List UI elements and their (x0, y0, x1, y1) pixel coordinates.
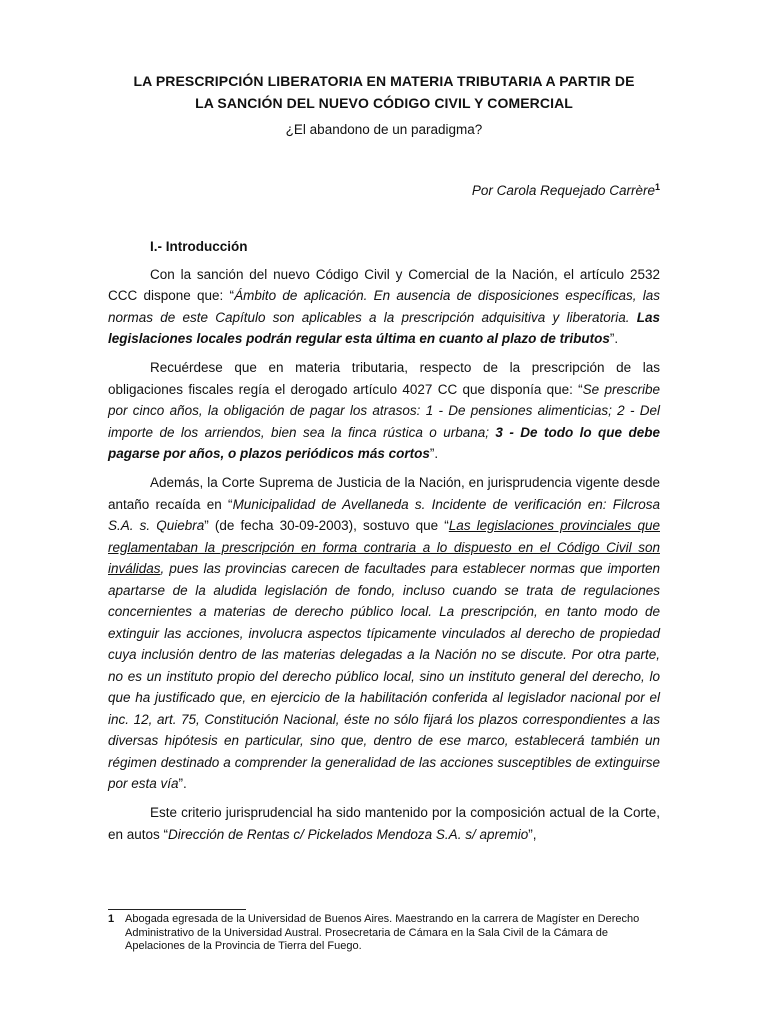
document-subtitle: ¿El abandono de un paradigma? (285, 122, 483, 137)
p4-case-name: Dirección de Rentas c/ Pickelados Mendoza S.A. s/ apremio (168, 826, 529, 842)
paragraph-2 (108, 357, 660, 465)
p3-text: Además, la Corte Suprema de Justicia de la Nación, en jurisprudencia vigente desde antaño recaída en “ (108, 475, 660, 512)
p4-text: Este criterio jurisprudencial ha sido mantenido por la composición actual de la Corte, en autos “ (108, 805, 660, 842)
paragraph-4 (108, 802, 660, 845)
footnote (108, 913, 660, 954)
p1-quote-italic: Ámbito de aplicación. En ausencia de disposiciones específicas, las normas de este Capítulo son aplicables a la prescripción adquisitiva y liberatoria. (108, 288, 661, 325)
p3-quote-underlined: Las legislaciones provinciales que reglamentaban la prescripción en forma contraria a lo dispuesto en el Código Civil son inválidas (108, 518, 660, 576)
p3-case-name: Municipalidad de Avellaneda s. Incidente de verificación en: Filcrosa S.A. s. Quiebra (108, 496, 660, 533)
p2-text: Recuérdese que en materia tributaria, respecto de la prescripción de las obligaciones fiscales regía el derogado artículo 4027 CC que disponía que: “ (108, 360, 660, 397)
author-line (472, 178, 660, 200)
p1-quote-bold: Las legislaciones locales podrán regular esta última en cuanto al plazo de tributos (108, 309, 660, 346)
p2-quote-bold: 3 - De todo lo que debe pagarse por años, o plazos periódicos más cortos (108, 424, 660, 461)
p1-text: Con la sanción del nuevo Código Civil y Comercial de la Nación, el artículo 2532 CCC dispone que: “ (108, 266, 660, 303)
p3-date: ” (de fecha 30-09-2003), sostuvo que “ (204, 518, 449, 533)
author-name: Por Carola Requejado Carrère (471, 183, 655, 198)
footnote-separator (108, 909, 246, 910)
document-title (100, 70, 668, 114)
p2-end: ”. (429, 446, 439, 461)
paragraph-3 (108, 472, 660, 795)
paragraph-1 (108, 264, 660, 350)
title-line-1: LA PRESCRIPCIÓN LIBERATORIA EN MATERIA TRIBUTARIA A PARTIR DE (133, 73, 635, 89)
section-heading: I.- Introducción (150, 239, 248, 254)
p4-end: ”, (528, 826, 537, 842)
p3-end: ”. (178, 776, 187, 791)
title-line-2: LA SANCIÓN DEL NUEVO CÓDIGO CIVIL Y COMERCIAL (195, 95, 573, 111)
p3-quote-italic: , pues las provincias carecen de facultades para establecer normas que importen apartarse de la aludida legislación de fondo, incluso cuando se trata de regulaciones concernientes a materias de derecho público local. La prescripción, en tanto modo de extinguir las acciones, involucra aspectos típicamente vinculados al derecho de propiedad cuya inclusión dentro de las materias delegadas a la Nación no se discute. Por otra parte, no es un instituto propio del derecho público local, sino un instituto general del derecho, lo que ha justificado que, en ejercicio de la habilitación conferida al legislador nacional por el inc. 12, art. 75, Constitución Nacional, éste no sólo fijará los plazos correspondientes a las diversas hipótesis en particular, sino que, dentro de ese marco, establecerá también un régimen destinado a comprender la generalidad de las acciones susceptibles de extinguirse por esta vía (108, 561, 660, 791)
footnote-text: Abogada egresada de la Universidad de Buenos Aires. Maestrando en la carrera de Magíster en Derecho Administrativo de la Universidad Austral. Prosecretaria de Cámara en la Sala Civil de la Cámara de Apelaciones de la Provincia de Tierra del Fuego. (125, 913, 640, 952)
document-body (108, 236, 660, 853)
p1-end: ”. (609, 331, 619, 346)
p2-quote-italic: Se prescribe por cinco años, la obligación de pagar los atrasos: 1 - De pensiones alimenticias; 2 - Del importe de los arriendos, bien sea la finca rústica o urbana; (108, 381, 660, 440)
footnote-reference[interactable]: 1 (654, 182, 660, 192)
footnote-number: 1 (108, 913, 115, 925)
